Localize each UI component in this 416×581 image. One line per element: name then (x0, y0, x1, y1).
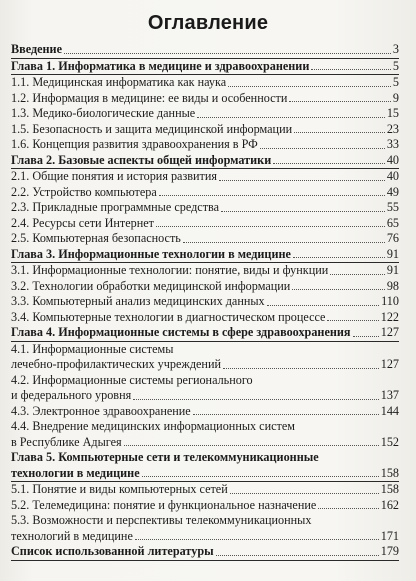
toc-section (11, 122, 399, 138)
toc-chapter (11, 42, 399, 58)
toc-entry-title: 1.6. Концепция развития здравоохранения в РФ (11, 137, 258, 151)
toc-entry-title: технологии в медицине (11, 465, 140, 480)
toc-entry-line (11, 419, 399, 435)
dot-leader (327, 320, 378, 321)
toc-section (11, 137, 399, 153)
toc-entry-title: 4.1. Информационные системы (11, 341, 174, 356)
toc-page-number: 122 (380, 309, 399, 324)
toc-entry-title: и федерального уровня (11, 388, 132, 402)
toc-chapter (11, 247, 399, 263)
dot-leader (230, 493, 379, 494)
toc-entry-title: Глава 4. Информационные системы в сфере здравоохранения (11, 325, 351, 339)
toc-entry-line (11, 513, 399, 529)
toc-entry-title: 3.4. Компьютерные технологии в диагностическом процессе (11, 309, 326, 324)
toc-section (11, 419, 399, 450)
toc-section (11, 75, 399, 91)
toc-page-number: 9 (392, 90, 399, 105)
dot-leader (156, 226, 385, 227)
toc-entry-title: 4.3. Электронное здравоохранение (11, 403, 191, 418)
page-title: Оглавление (147, 12, 269, 34)
dot-leader (293, 257, 385, 258)
dot-leader (318, 508, 378, 509)
dot-leader (221, 211, 385, 212)
toc-page-number: 3 (392, 42, 399, 56)
dot-leader (223, 368, 379, 369)
toc-entry-line (11, 466, 399, 482)
dot-leader (294, 132, 385, 133)
toc-page-number: 137 (380, 388, 399, 402)
toc-entry-title: 2.1. Общие понятия и история развития (11, 169, 218, 183)
toc-page-number: 158 (380, 482, 399, 496)
dot-leader (260, 148, 385, 149)
dot-leader (219, 180, 385, 181)
toc-entry-title: в Республике Адыгея (11, 434, 122, 449)
toc-entry-line (11, 435, 399, 451)
toc-entry-line (11, 357, 399, 373)
dot-leader (133, 399, 379, 400)
toc-entry-title: 1.2. Информация в медицине: ее виды и особенности (11, 90, 288, 105)
toc-section (11, 498, 399, 514)
toc-page-number: 33 (386, 137, 399, 151)
toc-page-number: 127 (380, 357, 399, 371)
toc-entry-title: 1.5. Безопасность и защита медицинской информации (11, 121, 293, 136)
toc-entry-line (11, 342, 399, 358)
toc-page-number: 40 (386, 152, 399, 167)
toc-page-number: 152 (380, 434, 399, 449)
dot-leader (267, 305, 380, 306)
dot-leader (142, 476, 379, 477)
toc-section (11, 310, 399, 326)
toc-entry-title: Глава 2. Базовые аспекты общей информатики (11, 152, 272, 167)
toc-page-number: 127 (380, 325, 399, 339)
toc-section (11, 342, 399, 373)
table-of-contents (11, 42, 399, 561)
toc-entry-title: 3.1. Информационные технологии: понятие, виды и функции (11, 263, 329, 277)
toc-entry-title: 5.2. Телемедицина: понятие и функциональное назначение (11, 497, 317, 512)
toc-page-number: 91 (386, 263, 399, 277)
toc-entry-title: Глава 1. Информатика в медицине и здравоохранении (11, 58, 310, 73)
toc-section (11, 200, 399, 216)
toc-entry-title: 1.1. Медицинская информатика как наука (11, 75, 227, 89)
toc-page-number: 158 (380, 465, 399, 480)
dot-leader (64, 53, 391, 54)
dot-leader (228, 86, 391, 87)
toc-entry-line (11, 388, 399, 404)
toc-section (11, 482, 399, 498)
toc-entry-title: Список использованной литературы (11, 544, 214, 558)
toc-entry-title: Глава 5. Компьютерные сети и телекоммуникационные (11, 450, 319, 464)
dot-leader (292, 289, 385, 290)
toc-entry-title: Глава 3. Информационные технологии в медицине (11, 246, 291, 261)
toc-entry-title: Введение (11, 42, 62, 56)
dot-leader (193, 414, 379, 415)
toc-page-number: 49 (386, 184, 399, 199)
toc-section (11, 404, 399, 420)
toc-entry-title: 3.2. Технологии обработки медицинской информации (11, 278, 291, 293)
toc-chapter (11, 153, 399, 169)
toc-entry-title: 2.3. Прикладные программные средства (11, 200, 220, 214)
dot-leader (311, 69, 391, 70)
toc-entry-title: 3.3. Компьютерный анализ медицинских данных (11, 294, 265, 308)
dot-leader (135, 539, 379, 540)
toc-section (11, 169, 399, 185)
dot-leader (197, 117, 385, 118)
toc-entry-title: 2.5. Компьютерная безопасность (11, 231, 181, 245)
toc-section (11, 263, 399, 279)
toc-chapter (11, 544, 399, 560)
dot-leader (330, 274, 385, 275)
toc-page-number: 171 (380, 528, 399, 543)
toc-entry-title: технологий в медицине (11, 528, 133, 543)
toc-chapter (11, 59, 399, 75)
toc-page-number: 65 (386, 215, 399, 230)
toc-entry-title: 5.3. Возможности и перспективы телекоммуникационных (11, 513, 312, 527)
toc-entry-title: 2.2. Устройство компьютера (11, 184, 157, 199)
toc-entry-title: лечебно-профилактических учреждений (11, 357, 221, 371)
toc-page-number: 40 (386, 169, 399, 183)
toc-page-number: 55 (386, 200, 399, 214)
dot-leader (353, 336, 379, 337)
chapter-underline (11, 560, 399, 561)
toc-chapter (11, 450, 399, 481)
toc-page-number: 98 (386, 278, 399, 293)
toc-entry-line (11, 450, 399, 466)
toc-page-number: 179 (380, 544, 399, 558)
toc-page-number: 91 (386, 246, 399, 261)
toc-page-number: 5 (392, 58, 399, 73)
dot-leader (216, 555, 379, 556)
toc-entry-title: 4.4. Внедрение медицинских информационных систем (11, 419, 295, 433)
toc-page-number: 76 (386, 231, 399, 245)
toc-chapter (11, 325, 399, 341)
toc-section (11, 294, 399, 310)
toc-section (11, 231, 399, 247)
toc-entry-title: 2.4. Ресурсы сети Интернет (11, 215, 155, 230)
toc-entry-line (11, 373, 399, 389)
dot-leader (273, 163, 385, 164)
toc-page-number: 144 (380, 403, 399, 418)
toc-page-number: 162 (380, 497, 399, 512)
toc-entry-line (11, 529, 399, 545)
dot-leader (183, 242, 385, 243)
toc-page-number: 23 (386, 121, 399, 136)
toc-section (11, 216, 399, 232)
toc-section (11, 513, 399, 544)
toc-entry-title: 1.3. Медико-биологические данные (11, 106, 196, 120)
toc-page-number: 15 (386, 106, 399, 120)
toc-entry-title: 5.1. Понятие и виды компьютерных сетей (11, 482, 228, 496)
toc-section (11, 106, 399, 122)
dot-leader (289, 101, 391, 102)
dot-leader (124, 445, 379, 446)
toc-section (11, 373, 399, 404)
dot-leader (159, 195, 385, 196)
toc-page-number: 5 (392, 75, 399, 89)
toc-section (11, 279, 399, 295)
toc-page-number: 110 (381, 294, 399, 308)
toc-section (11, 185, 399, 201)
toc-section (11, 91, 399, 107)
toc-entry-title: 4.2. Информационные системы регионального (11, 372, 253, 387)
